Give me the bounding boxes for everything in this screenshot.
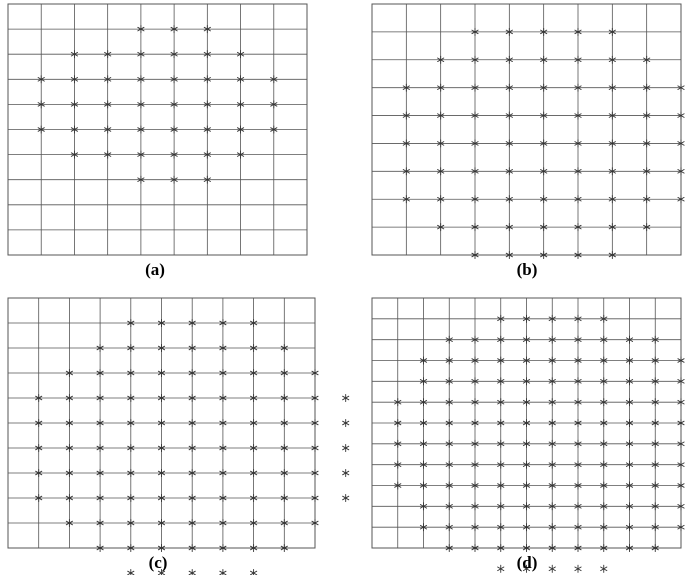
panel-b-grid xyxy=(372,4,681,255)
panel-d xyxy=(372,298,685,572)
asterisk-marker xyxy=(549,565,555,572)
asterisk-marker xyxy=(128,569,134,575)
asterisk-marker xyxy=(343,394,349,401)
panel-a xyxy=(8,4,307,279)
panel-c-caption: (c) xyxy=(148,553,168,572)
panel-d-caption: (d) xyxy=(516,553,538,572)
panel-b xyxy=(372,4,684,279)
asterisk-marker xyxy=(343,444,349,451)
asterisk-marker xyxy=(575,565,581,572)
panel-b-frame xyxy=(372,4,681,255)
panel-a-grid xyxy=(8,4,307,255)
panel-b-caption: (b) xyxy=(516,260,538,279)
asterisk-marker xyxy=(343,469,349,476)
asterisk-marker xyxy=(343,494,349,501)
asterisk-marker xyxy=(250,569,256,575)
asterisk-marker xyxy=(343,419,349,426)
asterisk-marker xyxy=(220,569,226,575)
asterisk-marker xyxy=(601,565,607,572)
panel-c xyxy=(8,298,349,575)
panel-a-caption: (a) xyxy=(145,260,165,279)
asterisk-marker xyxy=(189,569,195,575)
asterisk-marker xyxy=(498,565,504,572)
